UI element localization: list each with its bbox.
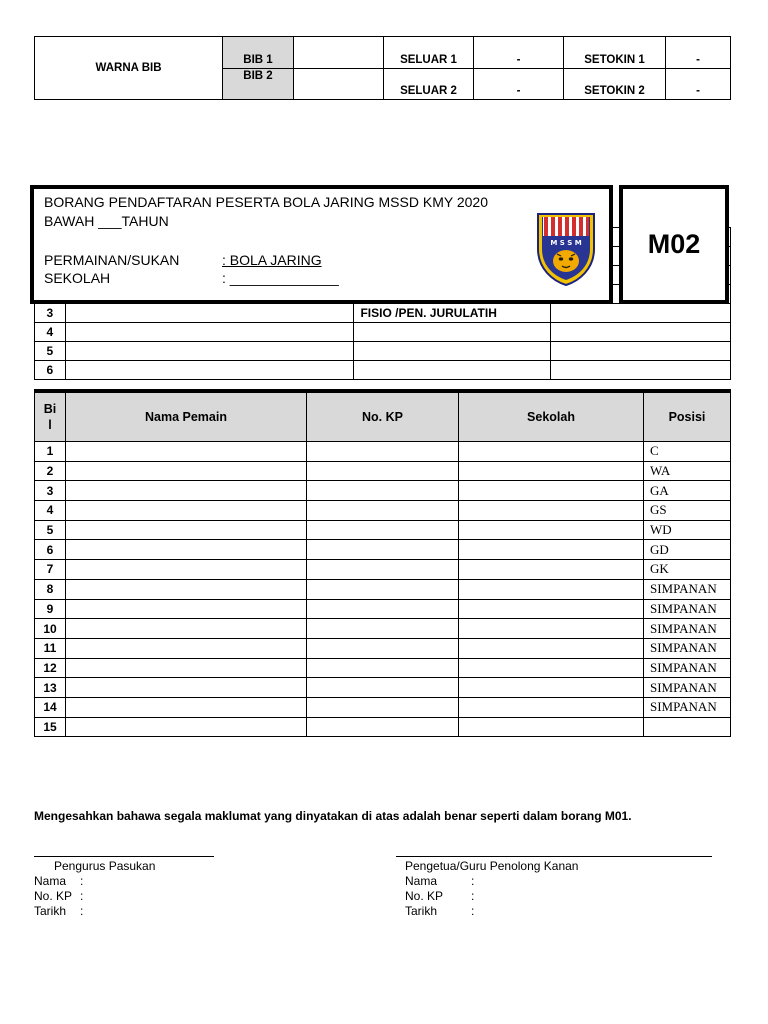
player-ic-cell[interactable] (307, 540, 459, 560)
seluar2-label: SELUAR 2 (384, 68, 474, 100)
player-name-cell[interactable] (66, 619, 307, 639)
manager-signature-line[interactable] (34, 856, 214, 857)
player-position: SIMPANAN (644, 599, 731, 619)
player-name-cell[interactable] (66, 658, 307, 678)
bib1-value[interactable] (294, 37, 384, 69)
seluar1-label: SELUAR 1 (384, 37, 474, 69)
player-row (35, 717, 731, 737)
game-label: PERMAINAN/SUKAN (44, 252, 180, 268)
logo-text: M S S M (550, 239, 582, 247)
player-name-cell[interactable] (66, 560, 307, 580)
player-name-cell[interactable] (66, 638, 307, 658)
official-value-cell[interactable] (551, 361, 731, 380)
principal-name-label: Nama (405, 874, 438, 888)
bib1-label: BIB 1 (223, 37, 294, 69)
official-role (354, 361, 551, 380)
col-header-school: Sekolah (459, 393, 644, 442)
form-title: BORANG PENDAFTARAN PESERTA BOLA JARING MSSD KMY 2020 (44, 194, 488, 210)
player-school-cell[interactable] (459, 599, 644, 619)
game-value: : BOLA JARING (222, 252, 322, 268)
player-name-cell[interactable] (66, 678, 307, 698)
principal-date-label: Tarikh (405, 904, 438, 918)
player-position: SIMPANAN (644, 579, 731, 599)
official-value-cell[interactable] (551, 342, 731, 361)
player-name-cell[interactable] (66, 579, 307, 599)
player-row (35, 560, 731, 580)
player-number: 12 (35, 658, 66, 678)
col-header-number: Bi l (35, 393, 66, 442)
player-row (35, 501, 731, 521)
player-position: C (644, 442, 731, 462)
player-ic-cell[interactable] (307, 461, 459, 481)
player-position: GD (644, 540, 731, 560)
mssm-logo (535, 211, 597, 286)
form-code: M02 (619, 185, 729, 304)
player-ic-cell[interactable] (307, 697, 459, 717)
player-position: WD (644, 520, 731, 540)
principal-date-colon: : (471, 904, 475, 918)
player-position: SIMPANAN (644, 638, 731, 658)
player-ic-cell[interactable] (307, 638, 459, 658)
player-number: 15 (35, 717, 66, 737)
manager-signature-block (34, 859, 155, 919)
player-row (35, 619, 731, 639)
age-category: BAWAH ___TAHUN (44, 213, 169, 229)
principal-signature-block (405, 859, 578, 919)
bib2-label: BIB 2 (223, 68, 294, 100)
player-ic-cell[interactable] (307, 619, 459, 639)
principal-title: Pengetua/Guru Penolong Kanan (405, 859, 579, 873)
player-row (35, 638, 731, 658)
player-school-cell[interactable] (459, 481, 644, 501)
principal-kp-colon: : (471, 889, 475, 903)
official-row-number: 4 (35, 323, 66, 342)
player-row (35, 678, 731, 698)
player-number: 2 (35, 461, 66, 481)
col-header-position: Posisi (644, 393, 731, 442)
player-ic-cell[interactable] (307, 560, 459, 580)
player-ic-cell[interactable] (307, 599, 459, 619)
player-position: SIMPANAN (644, 697, 731, 717)
player-school-cell[interactable] (459, 717, 644, 737)
player-ic-cell[interactable] (307, 658, 459, 678)
player-number: 10 (35, 619, 66, 639)
official-value-cell[interactable] (551, 304, 731, 323)
player-position: SIMPANAN (644, 619, 731, 639)
setokin1-value[interactable]: - (666, 37, 731, 69)
seluar1-value[interactable]: - (474, 37, 564, 69)
principal-kp-label: No. KP (405, 889, 444, 903)
player-number: 11 (35, 638, 66, 658)
player-ic-cell[interactable] (307, 501, 459, 521)
player-school-cell[interactable] (459, 678, 644, 698)
player-position: GA (644, 481, 731, 501)
player-row (35, 520, 731, 540)
player-row (35, 461, 731, 481)
player-school-cell[interactable] (459, 501, 644, 521)
section-divider (34, 389, 731, 393)
player-position (644, 717, 731, 737)
player-name-cell[interactable] (66, 717, 307, 737)
player-table (34, 392, 731, 737)
player-number: 9 (35, 599, 66, 619)
official-name-cell[interactable] (65, 304, 354, 323)
player-name-cell[interactable] (66, 520, 307, 540)
player-position: WA (644, 461, 731, 481)
player-number: 6 (35, 540, 66, 560)
player-school-cell[interactable] (459, 540, 644, 560)
player-school-cell[interactable] (459, 442, 644, 462)
player-school-cell[interactable] (459, 579, 644, 599)
bib-label: WARNA BIB (35, 37, 223, 100)
official-name-cell[interactable] (65, 342, 354, 361)
official-value-cell[interactable] (551, 323, 731, 342)
seluar2-value[interactable]: - (474, 68, 564, 100)
official-row (35, 342, 731, 361)
bib2-value[interactable] (294, 68, 384, 100)
manager-kp-label: No. KP (34, 889, 73, 903)
official-row (35, 304, 731, 323)
player-ic-cell[interactable] (307, 678, 459, 698)
official-row (35, 323, 731, 342)
player-school-cell[interactable] (459, 619, 644, 639)
col-header-ic-number: No. KP (307, 393, 459, 442)
player-school-cell[interactable] (459, 520, 644, 540)
official-role: FISIO /PEN. JURULATIH (354, 304, 551, 323)
player-school-cell[interactable] (459, 658, 644, 678)
player-row (35, 599, 731, 619)
player-number: 5 (35, 520, 66, 540)
setokin2-value[interactable]: - (666, 68, 731, 100)
player-ic-cell[interactable] (307, 442, 459, 462)
form-header (30, 185, 613, 304)
bib-color-table (34, 36, 731, 100)
player-name-cell[interactable] (66, 599, 307, 619)
player-number: 4 (35, 501, 66, 521)
player-number: 7 (35, 560, 66, 580)
player-position: GK (644, 560, 731, 580)
player-ic-cell[interactable] (307, 717, 459, 737)
official-row-number: 5 (35, 342, 66, 361)
principal-name-colon: : (471, 874, 475, 888)
player-number: 14 (35, 697, 66, 717)
player-name-cell[interactable] (66, 540, 307, 560)
player-school-cell[interactable] (459, 697, 644, 717)
player-school-cell[interactable] (459, 560, 644, 580)
player-ic-cell[interactable] (307, 520, 459, 540)
player-position: SIMPANAN (644, 678, 731, 698)
player-row (35, 697, 731, 717)
player-row (35, 540, 731, 560)
player-name-cell[interactable] (66, 501, 307, 521)
setokin2-label: SETOKIN 2 (564, 68, 666, 100)
manager-date-label: Tarikh (34, 904, 67, 918)
official-row-number: 3 (35, 304, 66, 323)
player-position: GS (644, 501, 731, 521)
manager-kp-colon: : (80, 889, 84, 903)
col-header-player-name: Nama Pemain (66, 393, 307, 442)
setokin1-label: SETOKIN 1 (564, 37, 666, 69)
player-row (35, 658, 731, 678)
player-position: SIMPANAN (644, 658, 731, 678)
official-role (354, 323, 551, 342)
player-name-cell[interactable] (66, 481, 307, 501)
player-number: 13 (35, 678, 66, 698)
school-label: SEKOLAH (44, 270, 111, 286)
official-row-number: 6 (35, 361, 66, 380)
confirmation-statement: Mengesahkan bahawa segala maklumat yang dinyatakan di atas adalah benar seperti dalam borang M01. (34, 809, 632, 823)
manager-name-label: Nama (34, 874, 67, 888)
player-ic-cell[interactable] (307, 579, 459, 599)
principal-signature-line[interactable] (396, 856, 712, 857)
player-number: 1 (35, 442, 66, 462)
official-name-cell[interactable] (65, 323, 354, 342)
manager-date-colon: : (80, 904, 84, 918)
official-role (354, 342, 551, 361)
school-value[interactable]: : ______________ (222, 270, 339, 286)
player-school-cell[interactable] (459, 638, 644, 658)
player-name-cell[interactable] (66, 461, 307, 481)
player-row (35, 579, 731, 599)
player-row (35, 442, 731, 462)
player-number: 3 (35, 481, 66, 501)
player-name-cell[interactable] (66, 442, 307, 462)
manager-title: Pengurus Pasukan (54, 859, 156, 873)
player-number: 8 (35, 579, 66, 599)
player-row (35, 481, 731, 501)
player-name-cell[interactable] (66, 697, 307, 717)
manager-name-colon: : (80, 874, 84, 888)
player-school-cell[interactable] (459, 461, 644, 481)
official-row (35, 361, 731, 380)
official-name-cell[interactable] (65, 361, 354, 380)
player-ic-cell[interactable] (307, 481, 459, 501)
